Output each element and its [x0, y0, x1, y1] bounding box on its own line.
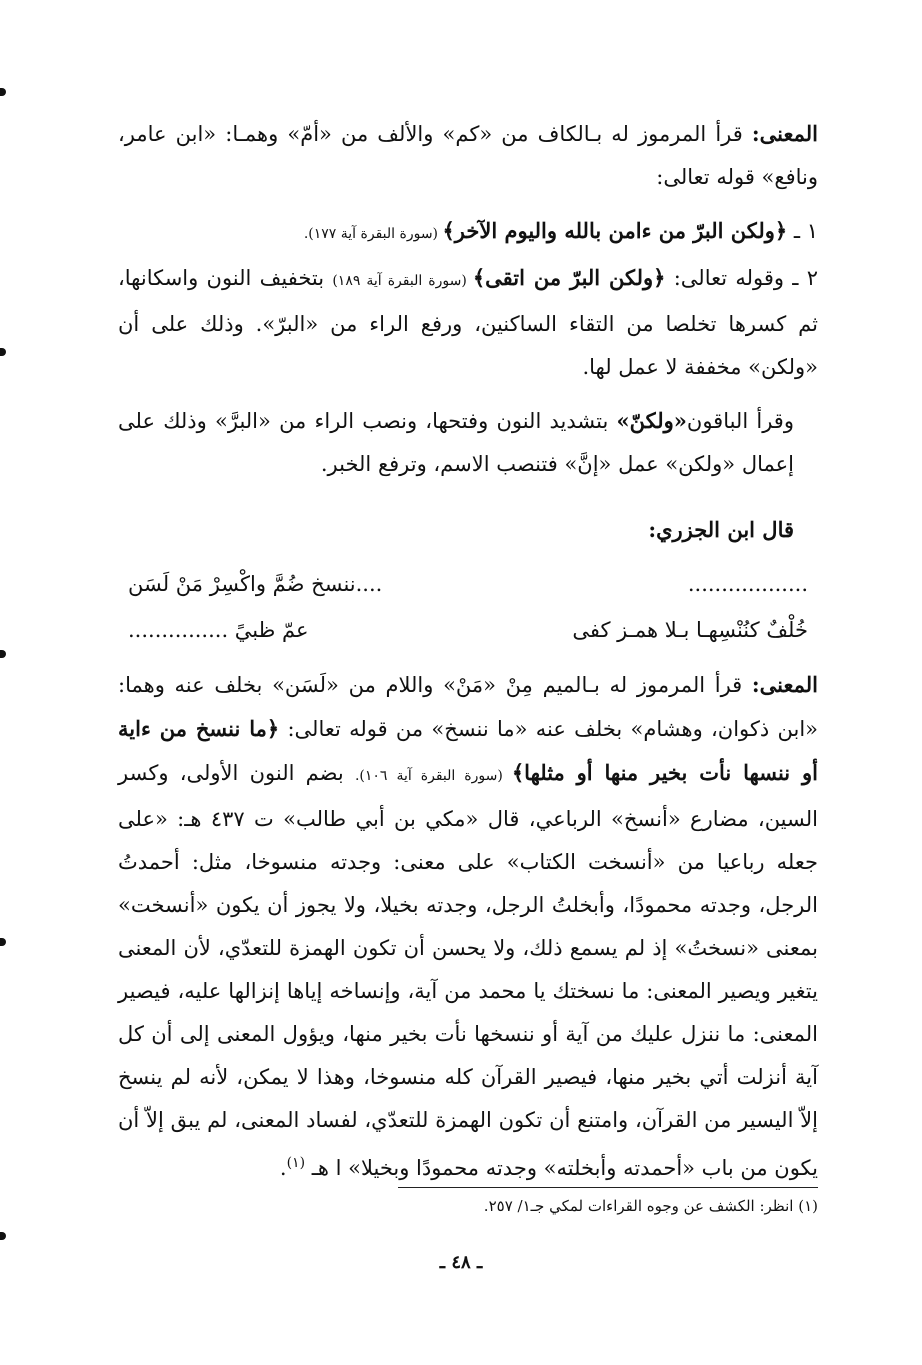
item-2-text: بتخفيف النون واسكانها، ثم كسرها تخلصا من التقاء الساكنين، ورفع الراء من «البرّ». وذلك على أن «ولكن» مخففة لا عمل لها.	[118, 266, 818, 379]
meaning-2-text-1: قرأ المرموز له بـالميم مِنْ «مَنْ» واللام من «لَسَن» بخلف عنه وهما: «ابن ذكوان، وهشام» بخلف عنه «ما ننسخ» من قوله تعالى:	[118, 673, 819, 741]
item-2	[118, 256, 818, 389]
meaning-2-text-2: بضم النون الأولى، وكسر السين، مضارع «أنسخ» الرباعي، قال «مكي بن أبي طالب» ت ٤٣٧ هـ: «على جعله رباعيا من «أنسخت الكتاب» على معنى: وجدته منسوخا، مثل: أحمدتُ الرجل، وجدته محمودًا، وأبخلتُ الرجل، وجدته بخيلا، ولا يجوز أن يكون «أنسخت» بمعنى «نسختُ» إذ لم يسمع ذلك، ولا يحسن أن تكون الهمزة للتعدّي، لأن المعنى يتغير ويصير المعنى: ما نسختك يا محمد من آية، وإنساخه إياها إنزالها عليه، فيصير المعنى: ما ننزل عليك من آية أو ننسخها نأت بخير منها، ويؤول المعنى إلى أن كل آية أنزلت أتي بخير منها، فيصير القرآن كله منسوخا، وهذا لا يمكن، لأنه لم ينسخ إلاّ اليسير من القرآن، وامتنع أن تكون الهمزة للتعدّي، لفساد المعنى، لم يبق إلاّ أن يكون من باب «أحمدته وأبخلته» وجدته محمودًا وبخيلا» ا هـ	[118, 761, 818, 1180]
verse-1-right-hemistich: ..................	[687, 572, 808, 596]
footnote-marker[interactable]: (١)	[286, 1155, 306, 1171]
footnote: (١) انظر: الكشف عن وجوه القراءات لمكي جـ١/ ٢٥٧.	[483, 1197, 818, 1215]
verse-2-right-hemistich: خُلْفٌ كنُنْسِهـا بـلا همـز كفى	[572, 618, 808, 642]
edge-mark-icon	[0, 938, 6, 946]
verse-1-left-hemistich: ....ننسخ ضُمَّ واكْسِرْ مَنْ لَسَن	[128, 572, 383, 596]
item-1-reference: (سورة البقرة آية ١٧٧).	[303, 226, 443, 242]
others-text: بتشديد النون وفتحها، ونصب الراء من «البرَّ» وذلك على إعمال «ولكن» عمل «إنَّ» فتنصب الاسم، وترفع الخبر.	[118, 409, 794, 476]
meaning-2-end: .	[279, 1156, 287, 1180]
page-body	[118, 112, 818, 1190]
edge-mark-icon	[0, 88, 6, 96]
footnote-divider	[398, 1187, 818, 1188]
item-2-verse: ﴿ولكن البرّ من اتقى﴾	[472, 265, 666, 290]
meaning-2-reference: (سورة البقرة آية ١٠٦).	[354, 768, 512, 784]
paragraph-others	[118, 399, 818, 486]
verse-2-left-hemistich: عمّ ظبيً ...............	[128, 618, 309, 642]
meaning-text: قرأ المرموز له بـالكاف من «كم» والألف من «أمّ» وهمـا: «ابن عامر، ونافع» قوله تعالى:	[118, 122, 818, 189]
meaning-2-label: المعنى:	[751, 672, 818, 697]
others-bold-word: «ولكنّ»	[616, 408, 687, 433]
paragraph-meaning-2	[118, 663, 818, 1190]
edge-mark-icon	[0, 348, 6, 356]
meaning-2-verse: ﴿ما ننسخ من ءاية أو ننسها نأت بخير منها أو مثلها﴾	[118, 716, 819, 785]
item-1-number: ١ ـ	[787, 219, 818, 243]
item-2-prefix: ٢ ـ وقوله تعالى:	[665, 266, 818, 290]
item-1	[118, 209, 818, 256]
item-2-reference: (سورة البقرة آية ١٨٩)	[332, 273, 473, 289]
poem-verse-1	[118, 561, 818, 607]
paragraph-meaning-1	[118, 112, 818, 199]
others-prefix: وقرأ الباقون	[686, 409, 794, 433]
poem-heading: قال ابن الجزري:	[648, 517, 794, 542]
meaning-label: المعنى:	[751, 121, 818, 146]
edge-mark-icon	[0, 650, 6, 658]
edge-mark-icon	[0, 1232, 6, 1240]
page-number: ـ ٤٨ ـ	[439, 1252, 483, 1273]
poem-verse-2	[118, 607, 818, 653]
item-1-verse: ﴿ولكن البرّ من ءامن بالله واليوم الآخر﴾	[442, 218, 788, 243]
